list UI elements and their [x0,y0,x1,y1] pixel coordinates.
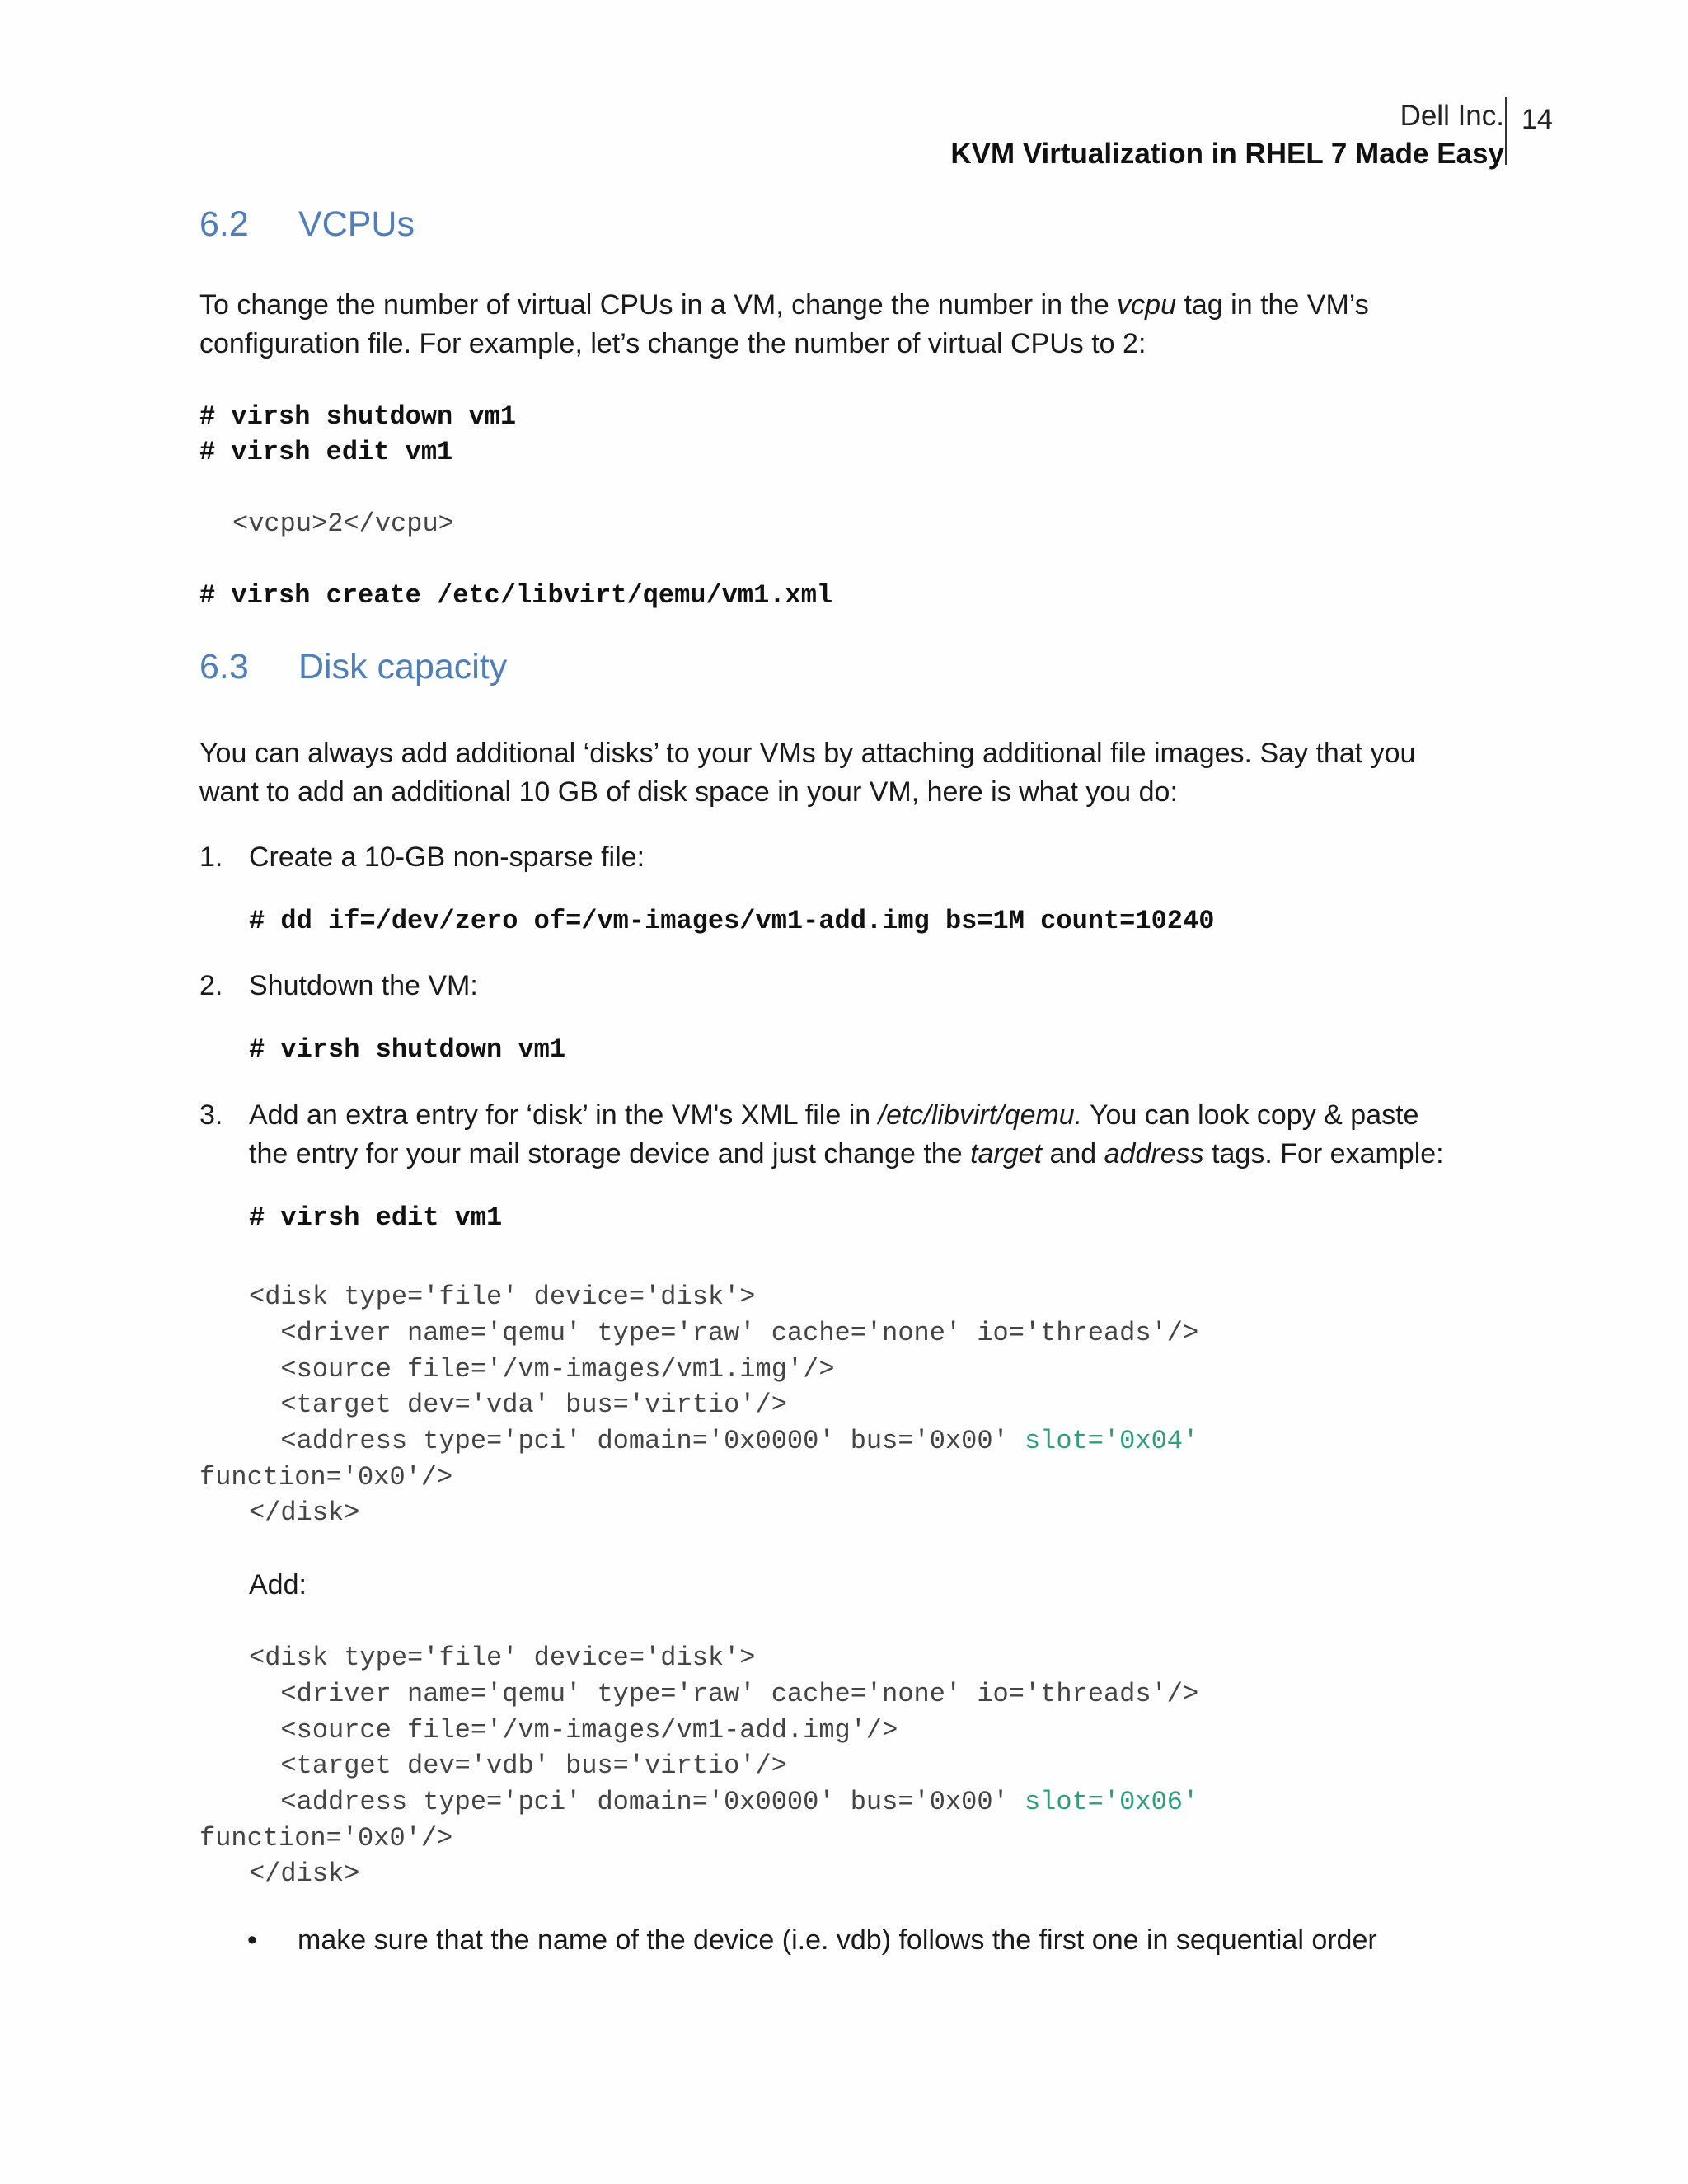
text: the entry for your mail storage device and just change the [249,1138,971,1169]
command-line: # virsh shutdown vm1 [249,1034,566,1065]
xml-line: <target dev='vdb' bus='virtio'/> [249,1750,787,1781]
list-item-text: Create a 10-GB non-sparse file: [249,841,645,873]
text: You can look copy & paste [1082,1099,1419,1131]
xml-line: <driver name='qemu' type='raw' cache='none' io='threads'/> [249,1318,1199,1348]
xml-line: <disk type='file' device='disk'> [249,1282,756,1312]
xml-line [249,1784,1198,1821]
xml-line: function='0x0'/> [199,1823,453,1854]
text: <address type='pci' domain='0x0000' bus='0x00' [249,1426,1025,1456]
command-line: # virsh edit vm1 [199,437,453,467]
section-number: 6.2 [199,204,249,244]
xml-line: </disk> [249,1858,360,1889]
bullet-icon: • [247,1924,257,1956]
section-heading-disk-capacity [199,644,507,690]
page-number: 14 [1522,104,1553,135]
xml-line: <source file='/vm-images/vm1.img'/> [249,1354,835,1385]
disk-intro-line1: You can always add additional ‘disks’ to your VMs by attaching additional file images. Say that you [199,738,1416,769]
list-item-text-line2 [249,1135,1444,1174]
text: Add an extra entry for ‘disk’ in the VM's XML file in [249,1099,879,1131]
bullet-text: make sure that the name of the device (i.e. vdb) follows the first one in sequential order [298,1924,1377,1956]
xml-line: function='0x0'/> [199,1462,453,1493]
command-line: # virsh edit vm1 [249,1202,503,1233]
section-title: Disk capacity [298,647,508,687]
command-line: # virsh shutdown vm1 [199,401,517,432]
command-line: # dd if=/dev/zero of=/vm-images/vm1-add.img bs=1M count=10240 [249,906,1215,936]
xml-line: <target dev='vda' bus='virtio'/> [249,1390,787,1420]
list-number: 2. [199,970,223,1001]
vcpu-intro-line1 [199,286,1369,325]
text: tag in the VM’s [1176,289,1369,321]
xml-line: <disk type='file' device='disk'> [249,1643,756,1673]
highlighted-slot: slot='0x04' [1024,1426,1199,1456]
list-item-text: Shutdown the VM: [249,970,478,1001]
emphasis: target [970,1138,1043,1169]
page-header [950,97,1504,173]
add-label: Add: [249,1569,307,1601]
xml-snippet: <vcpu>2</vcpu> [232,509,454,539]
text: tags. For example: [1203,1138,1444,1169]
header-company: Dell Inc. [1400,100,1504,132]
xml-line: <source file='/vm-images/vm1-add.img'/> [249,1715,898,1746]
header-divider [1505,97,1507,165]
section-number: 6.3 [199,647,249,687]
highlighted-slot: slot='0x06' [1024,1787,1199,1817]
vcpu-intro-line2: configuration file. For example, let’s change the number of virtual CPUs to 2: [199,328,1146,359]
xml-line: <driver name='qemu' type='raw' cache='none' io='threads'/> [249,1679,1199,1709]
xml-line [249,1423,1198,1460]
list-number: 3. [199,1099,223,1131]
emphasis: address [1104,1138,1204,1169]
emphasis: vcpu [1117,289,1176,321]
text: To change the number of virtual CPUs in a VM, change the number in the [199,289,1118,321]
header-title: KVM Virtualization in RHEL 7 Made Easy [950,138,1504,170]
list-number: 1. [199,841,223,873]
text: <address type='pci' domain='0x0000' bus='0x00' [249,1787,1025,1817]
section-heading-vcpus [199,201,415,247]
section-title: VCPUs [298,204,415,244]
list-item-text-line1 [249,1096,1418,1135]
emphasis-path: /etc/libvirt/qemu. [878,1099,1083,1131]
text: and [1042,1138,1104,1169]
disk-intro-line2: want to add an additional 10 GB of disk space in your VM, here is what you do: [199,776,1178,808]
command-line: # virsh create /etc/libvirt/qemu/vm1.xml [199,580,833,611]
xml-line: </disk> [249,1497,360,1528]
